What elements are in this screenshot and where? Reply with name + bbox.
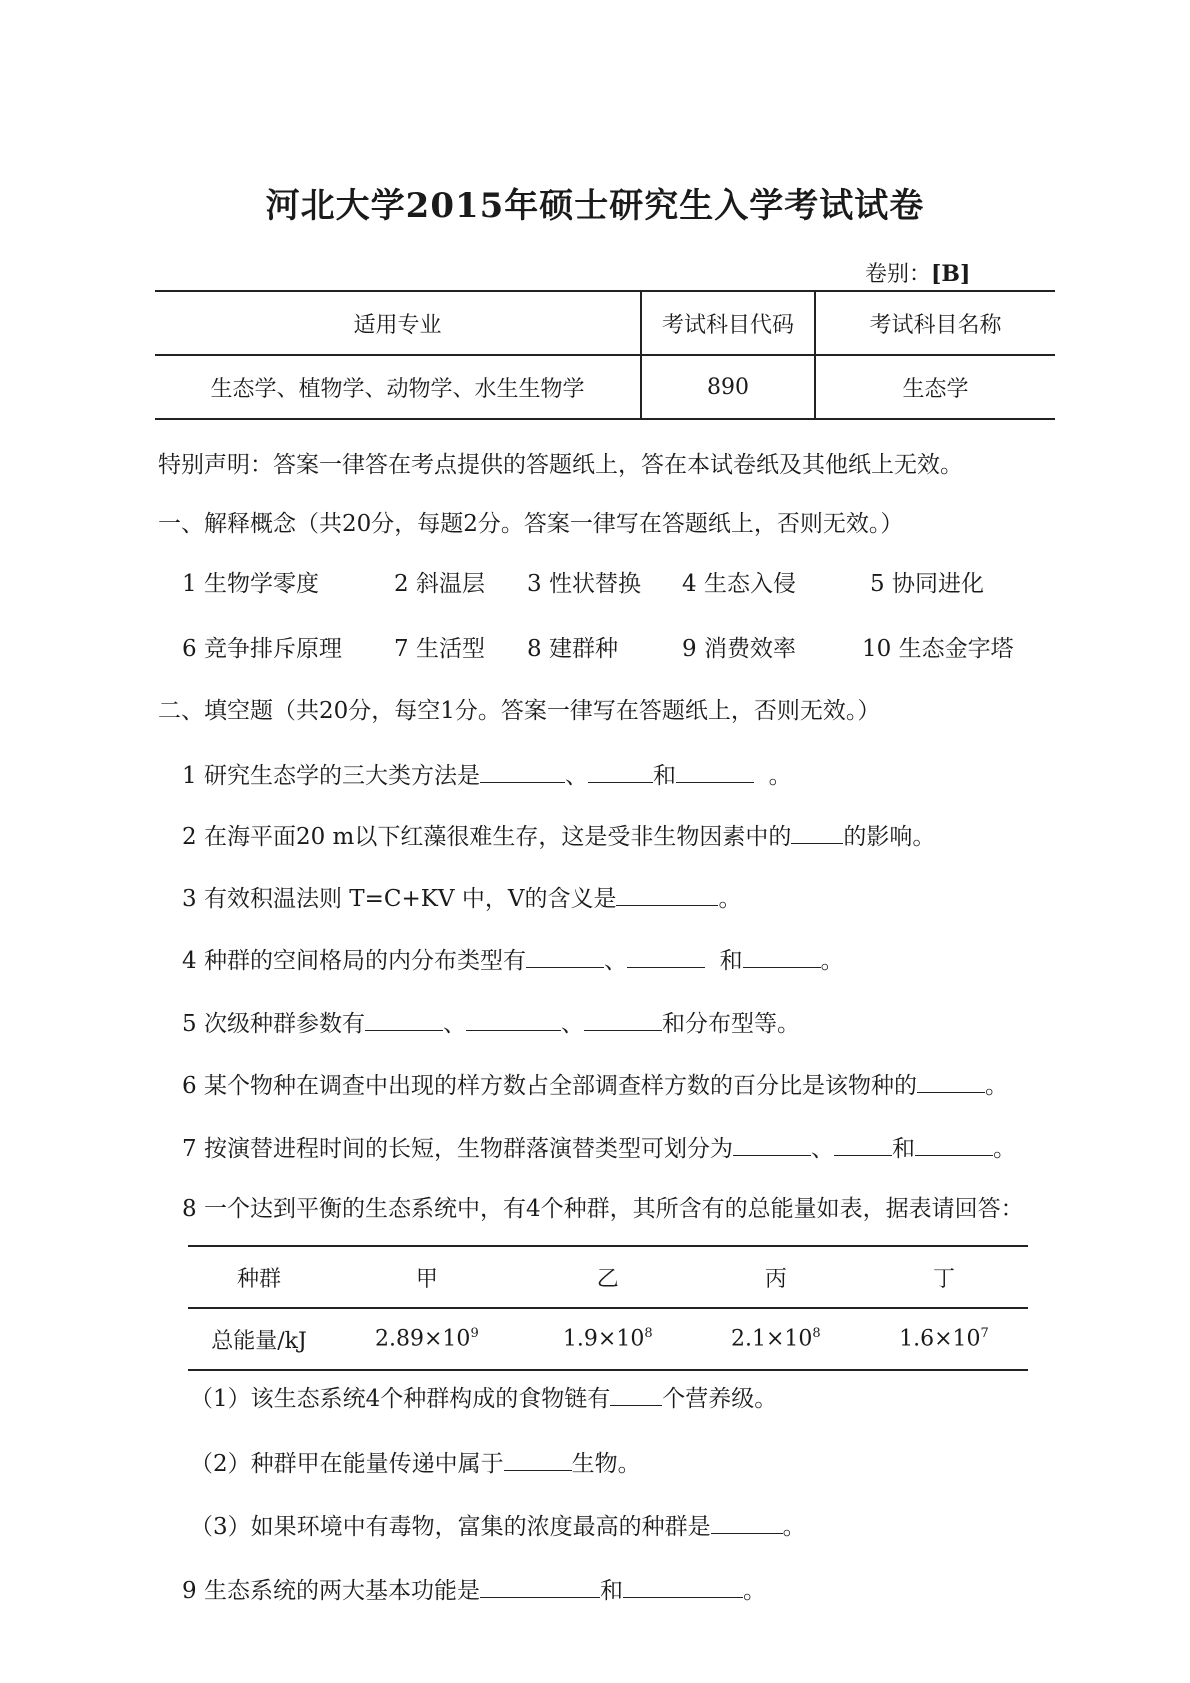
energy-header-population: 种群	[188, 1246, 330, 1308]
q5-sep2: 、	[560, 1011, 584, 1037]
q8-1-end: 个营养级。	[662, 1386, 778, 1412]
question-1	[182, 757, 792, 790]
energy-exponent: 7	[980, 1326, 989, 1342]
q4-end: 。	[820, 948, 844, 974]
q3-end: 。	[718, 886, 742, 912]
question-7	[182, 1130, 1016, 1163]
q4-sep1: 、	[603, 948, 627, 974]
energy-exponent: 8	[812, 1326, 821, 1342]
info-header-row	[155, 291, 1055, 355]
exam-title: 河北大学2015年硕士研究生入学考试试卷	[265, 186, 925, 226]
q8-3-text: （3）如果环境中有毒物，富集的浓度最高的种群是	[190, 1514, 711, 1540]
energy-table	[188, 1245, 1028, 1371]
energy-mantissa: 2.1×10	[731, 1326, 813, 1352]
answer-blank	[365, 1008, 443, 1031]
q7-end: 。	[992, 1136, 1016, 1162]
q9-end: 。	[742, 1578, 766, 1604]
paper-code-value: [B]	[931, 261, 971, 287]
info-value-row	[155, 355, 1055, 419]
energy-mantissa: 1.6×10	[899, 1326, 981, 1352]
energy-header-ding: 丁	[860, 1246, 1028, 1308]
section1-heading: 一、解释概念（共20分，每题2分。答案一律写在答题纸上，否则无效。）	[158, 511, 904, 537]
answer-blank	[480, 1575, 600, 1598]
answer-blank	[915, 1133, 993, 1156]
info-header-major: 适用专业	[155, 291, 641, 355]
question-8-3	[190, 1508, 806, 1541]
q5-sep1: 、	[442, 1011, 466, 1037]
q9-text: 9 生态系统的两大基本功能是	[182, 1578, 480, 1604]
q1-text: 1 研究生态学的三大类方法是	[182, 763, 480, 789]
question-5	[182, 1005, 800, 1038]
term-6: 6 竞争排斥原理	[182, 636, 342, 662]
q5-end: 和分布型等。	[661, 1011, 800, 1037]
answer-blank	[627, 945, 705, 968]
energy-header-jia: 甲	[330, 1246, 524, 1308]
q7-sep2: 和	[891, 1136, 915, 1162]
q8-2-end: 生物。	[571, 1451, 641, 1477]
q4-text: 4 种群的空间格局的内分布类型有	[182, 948, 526, 974]
info-header-subject: 考试科目名称	[815, 291, 1055, 355]
q3-text: 3 有效积温法则 T=C+KV 中，V的含义是	[182, 886, 617, 912]
question-2	[182, 818, 935, 851]
q1-sep2: 和	[652, 763, 676, 789]
answer-blank	[733, 1133, 811, 1156]
term-10: 10 生态金字塔	[862, 636, 1014, 662]
term-7: 7 生活型	[394, 636, 485, 662]
info-value-major: 生态学、植物学、动物学、水生生物学	[155, 355, 641, 419]
energy-value-yi	[524, 1308, 692, 1370]
answer-blank	[676, 760, 754, 783]
energy-header-row	[188, 1246, 1028, 1308]
special-notice: 特别声明：答案一律答在考点提供的答题纸上，答在本试卷纸及其他纸上无效。	[158, 452, 963, 478]
question-6	[182, 1067, 1008, 1100]
energy-value-row	[188, 1308, 1028, 1370]
q1-end: 。	[768, 763, 792, 789]
energy-value-jia	[330, 1308, 524, 1370]
answer-blank	[588, 760, 653, 783]
term-8: 8 建群种	[527, 636, 618, 662]
answer-blank	[616, 883, 718, 906]
answer-blank	[466, 1008, 561, 1031]
answer-blank	[526, 945, 604, 968]
question-8-1	[190, 1380, 777, 1413]
answer-blank	[791, 821, 843, 844]
term-1: 1 生物学零度	[182, 571, 319, 597]
q2-text: 2 在海平面20 m以下红藻很难生存，这是受非生物因素中的	[182, 824, 792, 850]
paper-code-label: 卷别：	[865, 262, 932, 287]
term-4: 4 生态入侵	[682, 571, 796, 597]
energy-mantissa: 2.89×10	[375, 1326, 471, 1352]
answer-blank	[743, 945, 821, 968]
term-2: 2 斜温层	[394, 571, 485, 597]
section2-heading: 二、填空题（共20分，每空1分。答案一律写在答题纸上，否则无效。）	[158, 698, 881, 724]
q2-end: 的影响。	[843, 824, 936, 850]
question-8-2	[190, 1445, 641, 1478]
question-4	[182, 942, 844, 975]
answer-blank	[584, 1008, 662, 1031]
energy-header-yi: 乙	[524, 1246, 692, 1308]
energy-value-ding	[860, 1308, 1028, 1370]
q1-sep1: 、	[564, 763, 588, 789]
question-9	[182, 1572, 766, 1605]
question-3	[182, 880, 741, 913]
answer-blank	[834, 1133, 892, 1156]
q4-sep2: 和	[719, 948, 743, 974]
energy-exponent: 8	[644, 1326, 653, 1342]
q9-sep: 和	[599, 1578, 623, 1604]
question-8: 8 一个达到平衡的生态系统中，有4个种群，其所含有的总能量如表，据表请回答：	[182, 1196, 1024, 1222]
answer-blank	[711, 1511, 783, 1534]
answer-blank	[917, 1070, 985, 1093]
answer-blank	[504, 1448, 572, 1471]
q6-end: 。	[984, 1073, 1008, 1099]
info-value-subject: 生态学	[815, 355, 1055, 419]
energy-value-bing	[692, 1308, 860, 1370]
term-3: 3 性状替换	[527, 571, 641, 597]
energy-row-label: 总能量/kJ	[188, 1308, 330, 1370]
answer-blank	[623, 1575, 743, 1598]
info-table	[155, 290, 1055, 420]
answer-blank	[480, 760, 565, 783]
answer-blank	[610, 1383, 662, 1406]
q7-text: 7 按演替进程时间的长短，生物群落演替类型可划分为	[182, 1136, 733, 1162]
q8-3-end: 。	[782, 1514, 806, 1540]
term-9: 9 消费效率	[682, 636, 796, 662]
q6-text: 6 某个物种在调查中出现的样方数占全部调查样方数的百分比是该物种的	[182, 1073, 917, 1099]
energy-mantissa: 1.9×10	[562, 1326, 645, 1352]
q8-2-text: （2）种群甲在能量传递中属于	[190, 1451, 504, 1477]
paper-code	[865, 257, 970, 288]
info-header-code: 考试科目代码	[641, 291, 815, 355]
energy-exponent: 9	[470, 1326, 479, 1342]
energy-header-bing: 丙	[692, 1246, 860, 1308]
info-value-code: 890	[641, 355, 815, 419]
term-5: 5 协同进化	[870, 571, 984, 597]
q8-1-text: （1）该生态系统4个种群构成的食物链有	[190, 1386, 611, 1412]
q5-text: 5 次级种群参数有	[182, 1011, 365, 1037]
q7-sep1: 、	[810, 1136, 834, 1162]
